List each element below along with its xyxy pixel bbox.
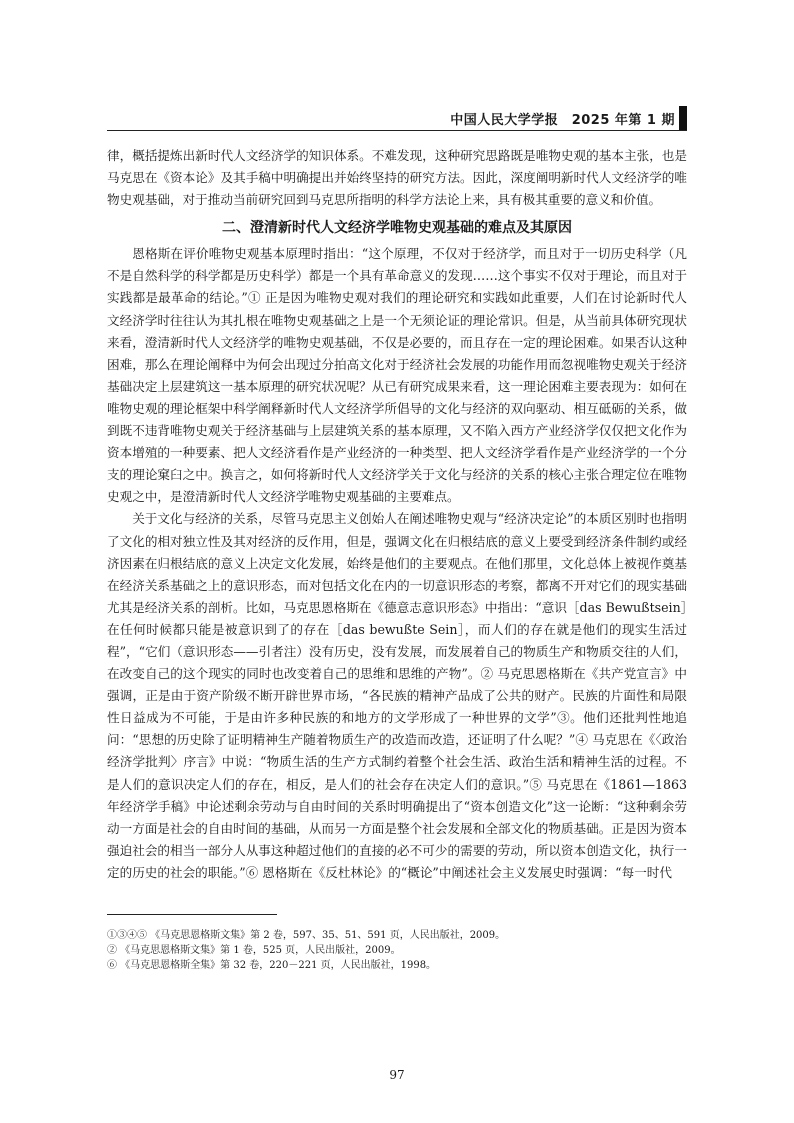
footnote-3: ⑥ 《马克思恩格斯全集》第 32 卷，220－221 页，人民出版社，1998。 [107, 960, 437, 971]
journal-title: 中国人民大学学报 2025 年第 1 期 [450, 113, 675, 128]
footnote-2: ② 《马克思恩格斯文集》第 1 卷，525 页，人民出版社，2009。 [107, 945, 401, 956]
footnote-1: ①③④⑤ 《马克思恩格斯文集》第 2 卷，597、35、51、591 页，人民出版社，2009。 [107, 930, 506, 941]
intro-paragraph: 律，概括提炼出新时代人文经济学的知识体系。不难发现，这种研究思路既是唯物史观的基本主张，也是马克思在《资本论》及其手稿中明确提出并始终坚持的研究方法。因此，深度阐明新时代人文经济学的唯物史观基础，对于推动当前研究回到马克思所指明的科学方法论上来，具有极其重要的意义和价值。 [107, 148, 687, 208]
section-heading: 二、澄清新时代人文经济学唯物史观基础的难点及其原因 [222, 220, 572, 237]
article-body [107, 145, 687, 884]
body-paragraph-1: 恩格斯在评价唯物史观基本原理时指出：“这个原理，不仅对于经济学，而且对于一切历史科学（凡不是自然科学的科学都是历史科学）都是一个具有革命意义的发现……这个事实不仅对于理论，而且对于实践都是最革命的结论。”① 正是因为唯物史观对我们的理论研究和实践如此重要，人们在讨论新时代人文经济学时往往认为其扎根在唯物史观基础之上是一个无须论证的理论常识。但是，从当前具体研究现状来看，澄清新时代人文经济学的唯物史观基础，不仅是必要的，而且存在一定的理论困难。如果否认这种困难，那么在理论阐释中为何会出现过分拍高文化对于经济社会发展的功能作用而忽视唯物史观关于经济基础决定上层建筑这一基本原理的研究状况呢？从已有研究成果来看，这一理论困难主要表现为：如何在唯物史观的理论框架中科学阐释新时代人文经济学所倡导的文化与经济的双向驱动、相互砥砺的关系，做到既不违背唯物史观关于经济基础与上层建筑关系的基本原理，又不陷入西方产业经济学仅仅把文化作为资本增殖的一种要素、把人文经济看作是产业经济的一种类型、把人文经济学看作是产业经济学的一个分支的理论窠臼之中。换言之，如何将新时代人文经济学关于文化与经济的关系的核心主张合理定位在唯物史观之中，是澄清新时代人文经济学唯物史观基础的主要难点。 [107, 246, 687, 505]
footnotes [107, 928, 687, 973]
body-paragraph-2: 关于文化与经济的关系，尽管马克思主义创始人在阐述唯物史观与“经济决定论”的本质区别时也指明了文化的相对独立性及其对经济的反作用，但是，强调文化在归根结底的意义上要受到经济条件制约或经济因素在归根结底的意义上决定文化发展，始终是他们的主要观点。在他们那里，文化总体上被视作奠基在经济关系基础之上的意识形态，而对包括文化在内的一切意识形态的考察，都离不开对它们的现实基础尤其是经济关系的剖析。比如，马克思恩格斯在《德意志意识形态》中指出：“意识［das Bewußtsein］在任何时候都只能是被意识到了的存在［das bewußte Sein］，而人们的存在就是他们的现实生活过程”，“它们（意识形态——引者注）没有历史，没有发展，而发展着自己的物质生产和物质交往的人们，在改变自己的这个现实的同时也改变着自己的思维和思维的产物”。② 马克思恩格斯在《共产党宣言》中强调，正是由于资产阶级不断开辟世界市场，“各民族的精神产品成了公共的财产。民族的片面性和局限性日益成为不可能，于是由许多种民族的和地方的文学形成了一种世界的文学”③。他们还批判性地追问：“思想的历史除了证明精神生产随着物质生产的改造而改造，还证明了什么呢？”④ 马克思在《〈政治经济学批判〉序言》中说：“物质生活的生产方式制约着整个社会生活、政治生活和精神生活的过程。不是人们的意识决定人们的存在，相反，是人们的社会存在决定人们的意识。”⑤ 马克思在《1861—1863 年经济学手稿》中论述剩余劳动与自由时间的关系时明确提出了“资本创造文化”这一论断：“这种剩余劳动一方面是社会的自由时间的基础，从而另一方面是整个社会发展和全部文化的物质基础。正是因为资本强迫社会的相当一部分人从事这种超过他们的直接的必不可少的需要的劳动，所以资本创造文化，执行一定的历史的社会的职能。”⑥ 恩格斯在《反杜林论》的“概论”中阐述社会主义发展史时强调：“每一时代 [107, 511, 687, 880]
header-marker-bar [679, 106, 687, 130]
footnote-divider [107, 914, 277, 915]
page-number: 97 [389, 1068, 405, 1082]
running-header [107, 108, 687, 131]
